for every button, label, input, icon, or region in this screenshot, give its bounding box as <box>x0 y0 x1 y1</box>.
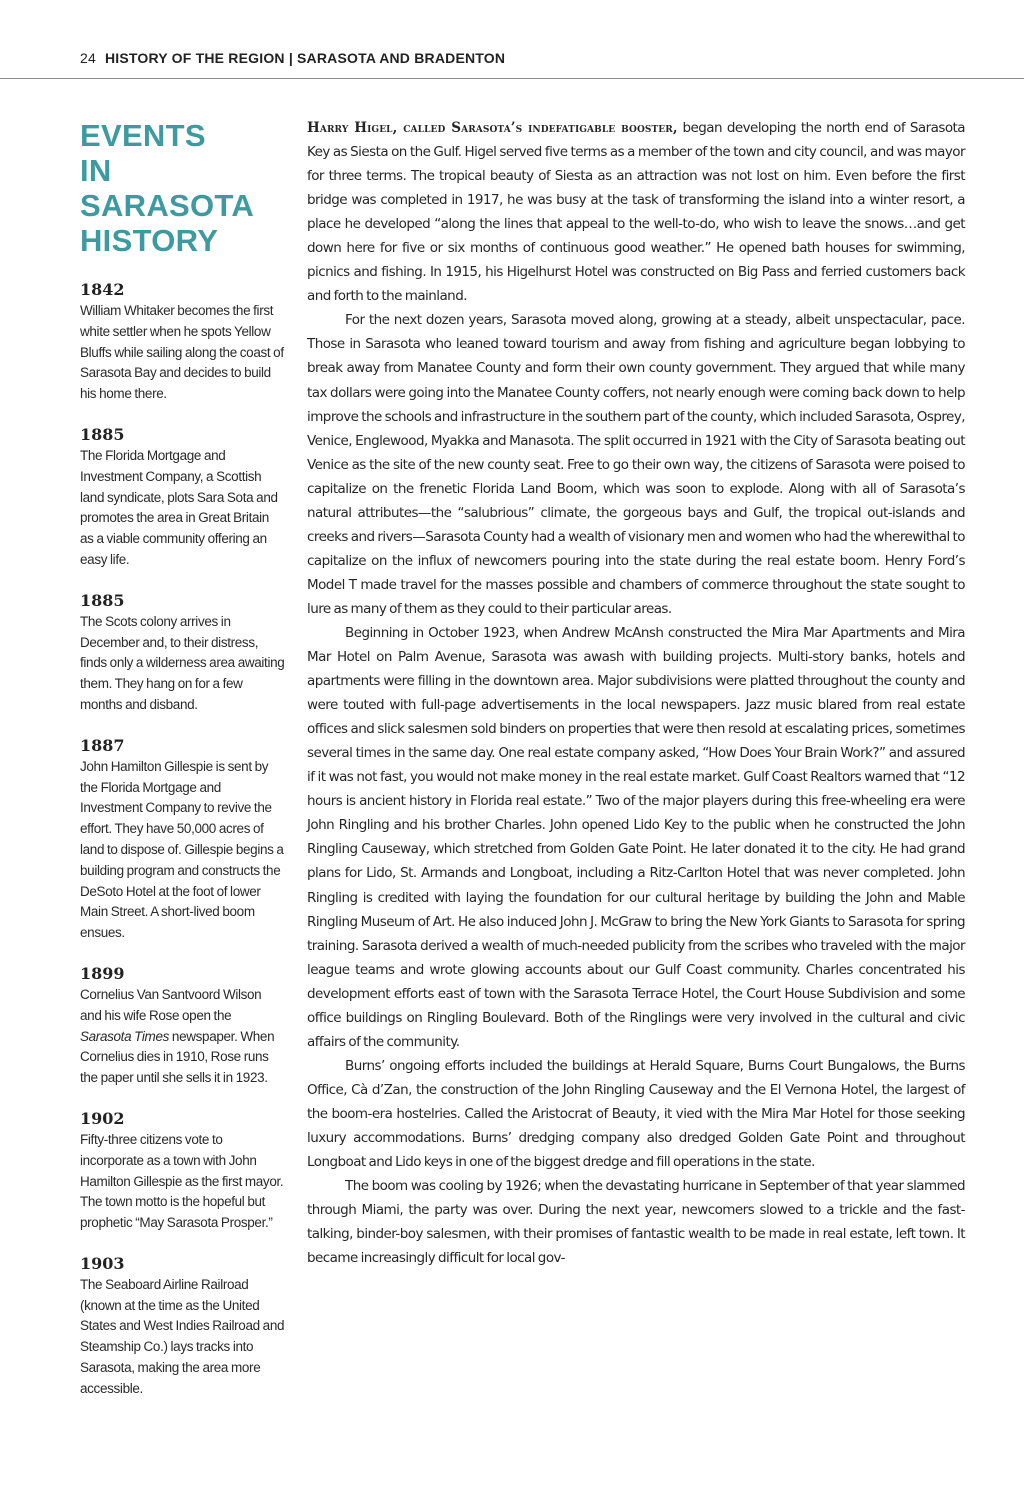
event-description: Fifty-three citizens vote to incorporate as a town with John Hamilton Gillespie as the first mayor. The town motto is the hopeful but prophetic “May Sarasota Prosper.” <box>80 1131 284 1231</box>
event-text-part: newspaper. When Cornelius dies in 1910, Rose runs the paper until she sells it in 1923. <box>80 1028 275 1086</box>
timeline-event <box>80 280 285 405</box>
timeline-event <box>80 1109 285 1234</box>
sidebar-title-line: HISTORY <box>80 223 219 258</box>
newspaper-title: Sarasota Times <box>80 1028 170 1044</box>
sidebar-title <box>80 118 285 258</box>
timeline-event <box>80 425 285 571</box>
event-year: 1903 <box>80 1253 125 1273</box>
sidebar-title-line: IN SARASOTA <box>80 153 255 223</box>
body-paragraph: Beginning in October 1923, when Andrew McAnsh constructed the Mira Mar Apartments and Mira Mar Hotel on Palm Avenue, Sarasota was awash with building projects. Multi-story banks, hotels and apartments were filling in the downtown area. Major subdivisions were platted throughout the county and were touted with full-page advertisements in the local newspapers. Jazz music blared from real estate offices and slick salesmen sold binders on properties that were then resold at escalating prices, sometimes several times in the same day. One real estate company asked, “How Does Your Brain Work?” and assured if it was not fast, you would not make money in the real estate market. Gulf Coast Realtors warned that “12 hours is ancient history in Florida real estate.” Two of the major players during this free-wheeling era were John Ringling and his brother Charles. John opened Lido Key to the public when he constructed the John Ringling Causeway, which stretched from Golden Gate Point. He later donated it to the city. He had grand plans for Lido, St. Armands and Longboat, including a Ritz-Carlton Hotel that was never completed. John Ringling is credited with laying the foundation for our cultural heritage by building the John and Mable Ringling Museum of Art. He also induced John J. McGraw to bring the New York Giants to Sarasota for spring training. Sarasota derived a wealth of much-needed publicity from the scribes who traveled with the major league teams and wrote glowing accounts about our Gulf Coast community. Charles concentrated his development efforts east of town with the Sarasota Terrace Hotel, the Court House Subdivision and some office buildings on Ringling Boulevard. Both of the Ringlings were very involved in the cultural and civic affairs of the community. <box>307 624 965 1050</box>
event-text-part: Cornelius Van Santvoord Wilson and his wife Rose open the <box>80 986 262 1023</box>
body-paragraph: For the next dozen years, Sarasota moved along, growing at a steady, albeit unspectacular, pace. Those in Sarasota who leaned toward tourism and away from fishing and agriculture began lobbying to break away from Manatee County and form their own county government. They argued that while many tax dollars were going into the Manatee County coffers, not nearly enough were coming back down to help improve the schools and infrastructure in the southern part of the county, which included Sarasota, Osprey, Venice, Englewood, Myakka and Manasota. The split occurred in 1921 with the City of Sarasota beating out Venice as the site of the new county seat. Free to go their own way, the citizens of Sarasota were poised to capitalize on the frenetic Florida Land Boom, which was soon to explode. Along with all of Sarasota’s natural attributes—the “salubrious” climate, the gorgeous bays and Gulf, the tropical out-islands and creeks and rivers—Sarasota County had a wealth of visionary men and women who had the wherewithal to capitalize on the influx of newcomers pouring into the state during the real estate boom. Henry Ford’s Model T made travel for the masses possible and chambers of commerce throughout the state sought to lure as many of them as they could to their particular areas. <box>307 312 965 617</box>
event-year: 1887 <box>80 735 125 755</box>
event-year: 1885 <box>80 424 125 444</box>
event-description: William Whitaker becomes the first white settler when he spots Yellow Bluffs while sailing along the coast of Sarasota Bay and decides to build his home there. <box>80 303 284 402</box>
article-body <box>307 116 965 1270</box>
event-description: John Hamilton Gillespie is sent by the Florida Mortgage and Investment Company to revive the effort. They have 50,000 acres of land to dispose of. Gillespie begins a building program and constructs the DeSoto Hotel at the foot of lower Main Street. A short-lived boom ensues. <box>80 758 284 941</box>
event-year: 1899 <box>80 963 125 983</box>
running-title: HISTORY OF THE REGION | SARASOTA AND BRADENTON <box>104 50 506 66</box>
event-description <box>80 985 285 1089</box>
sidebar-title-line: EVENTS <box>80 118 206 153</box>
paragraph-text: began developing the north end of Sarasota Key as Siesta on the Gulf. Higel served five terms as a member of the town and city council, and was mayor for three terms. The tropical beauty of Siesta as an attraction was not lost on him. Even before the first bridge was completed in 1917, he was busy at the task of transforming the island into a winter resort, a place he developed “along the lines that appeal to the well-to-do, who wish to leave the snows…and get down here for five or six months of continuous good weather.” He opened bath houses for swimming, picnics and fishing. In 1915, his Higelhurst Hotel was constructed on Big Pass and ferried customers back and forth to the mainland. <box>307 120 965 305</box>
running-header <box>0 0 1024 79</box>
timeline-event <box>80 964 285 1089</box>
lead-in: Harry Higel, called Sarasota’s indefatigable booster, <box>307 120 678 136</box>
body-paragraph: The boom was cooling by 1926; when the devastating hurricane in September of that year slammed through Miami, the party was over. During the next year, newcomers slowed to a trickle and the fast-talking, binder-boy salesmen, with their promises of fantastic wealth to be made in real estate, left town. It became increasingly difficult for local gov- <box>307 1178 965 1267</box>
events-sidebar <box>80 118 285 1420</box>
timeline-event <box>80 736 285 944</box>
header-text <box>80 50 505 66</box>
page-number: 24 <box>80 50 96 66</box>
event-description: The Seaboard Airline Railroad (known at the time as the United States and West Indies Railroad and Steamship Co.) lays tracks into Sarasota, making the area more accessible. <box>80 1276 285 1396</box>
timeline-event <box>80 1254 285 1400</box>
timeline-event <box>80 591 285 716</box>
event-year: 1842 <box>80 280 125 299</box>
body-paragraph <box>307 116 965 308</box>
event-year: 1902 <box>80 1108 125 1128</box>
body-paragraph: Burns’ ongoing efforts included the buildings at Herald Square, Burns Court Bungalows, the Burns Office, Cà d’Zan, the construction of the John Ringling Causeway and the El Vernona Hotel, the largest of the boom-era hostelries. Called the Aristocrat of Beauty, it vied with the Mira Mar Hotel for those seeking luxury accommodations. Burns’ dredging company also dredged Golden Gate Point and throughout Longboat and Lido keys in one of the biggest dredge and fill operations in the state. <box>307 1057 965 1171</box>
event-year: 1885 <box>80 590 125 610</box>
event-description: The Scots colony arrives in December and, to their distress, finds only a wilderness area awaiting them. They hang on for a few months and disband. <box>80 613 285 712</box>
event-description: The Florida Mortgage and Investment Company, a Scottish land syndicate, plots Sara Sota and promotes the area in Great Britain as a viable community offering an easy life. <box>80 447 278 567</box>
